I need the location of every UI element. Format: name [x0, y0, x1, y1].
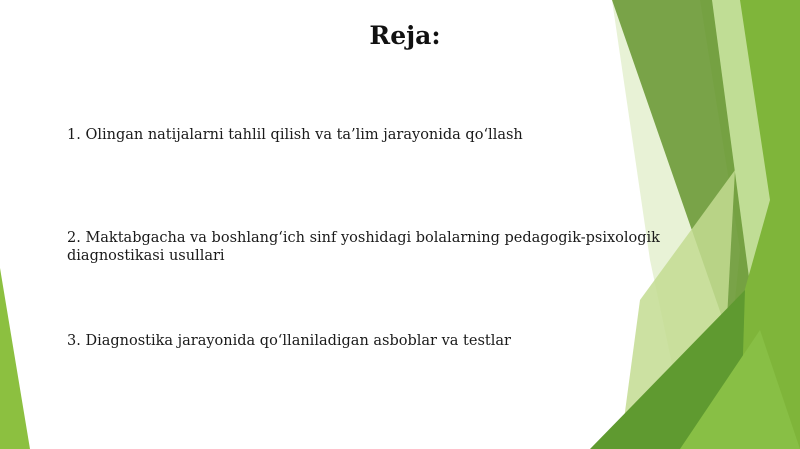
agenda-item-1: 1. Olingan natijalarni tahlil qilish va ta’lim jarayonida qo‘llash: [67, 127, 523, 143]
left-green-sliver: [0, 268, 30, 449]
slide-title: Reja:: [369, 21, 441, 50]
agenda-item-3: 3. Diagnostika jarayonida qo‘llaniladigan asboblar va testlar: [67, 333, 511, 349]
agenda-item-2: 2. Maktabgacha va boshlang‘ich sinf yoshidagi bolalarning pedagogik-psixologik diagnostikasi usullari: [67, 230, 660, 264]
